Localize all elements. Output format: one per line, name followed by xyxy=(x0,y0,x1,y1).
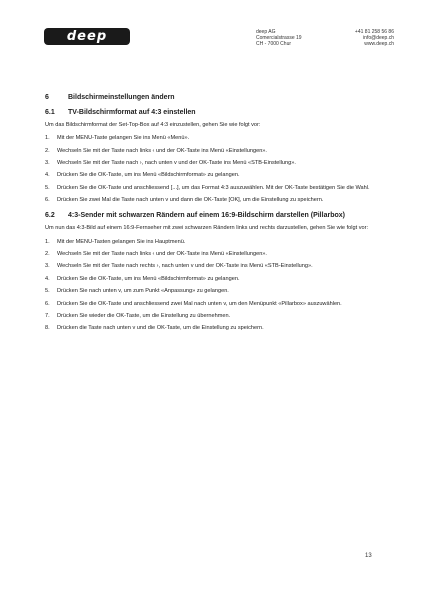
step-text: Drücken Sie die OK-Taste und anschliessend zwei Mal nach unten v, um den Menüpunkt «Pillarbox» auszuwählen. xyxy=(57,300,342,307)
subsection-number: 6.1 xyxy=(45,109,55,116)
step-text: Drücken Sie nach unten v, um zum Punkt «Anpassung» zu gelangen. xyxy=(57,288,229,295)
step-text: Drücken Sie zwei Mal die Taste nach unten v und dann die OK-Taste [OK], um die Einstellung zu speichern. xyxy=(57,197,324,204)
subsection-title: TV-Bildschirmformat auf 4:3 einstellen xyxy=(68,109,196,116)
step-text: Drücken Sie die OK-Taste und anschliessend [...], um das Format 4:3 auszuwählen. Mit der OK-Taste bestätigen Sie die Wahl. xyxy=(57,184,370,191)
company-address xyxy=(256,29,302,47)
step-text: Drücken Sie die OK-Taste, um ins Menü «Bildschirmformat» zu gelangen. xyxy=(57,172,240,179)
logo-text: deep xyxy=(66,29,108,44)
email-address: info@deep.ch xyxy=(363,35,394,41)
list-item: 1. Mit der MENU-Tasten gelangen Sie ins Hauptmenü. xyxy=(45,239,381,246)
section-number: 6 xyxy=(45,94,49,101)
address-line: deep AG xyxy=(256,29,276,35)
company-contact xyxy=(334,29,394,47)
step-text: Drücken die Taste nach unten v und die OK-Taste, um die Einstellung zu speichern. xyxy=(57,325,264,332)
list-item: 4. Drücken Sie die OK-Taste, um ins Menü «Bildschirmformat» zu gelangen. xyxy=(45,276,381,283)
list-item: 6. Drücken Sie zwei Mal die Taste nach unten v und dann die OK-Taste [OK], um die Einstellung zu speichern. xyxy=(45,197,381,204)
address-line: CH - 7000 Chur xyxy=(256,41,292,47)
list-item: 3. Wechseln Sie mit der Taste nach rechts ›, nach unten v und der OK-Taste ins Menü «STB-Einstellung». xyxy=(45,263,381,270)
document-body xyxy=(45,94,381,338)
list-item: 5. Drücken Sie nach unten v, um zum Punkt «Anpassung» zu gelangen. xyxy=(45,288,381,295)
intro-paragraph: Um nun das 4:3-Bild auf einem 16:9-Fernseher mit zwei schwarzen Rändern links und rechts darzustellen, gehen Sie wie folgt vor: xyxy=(45,225,369,232)
phone-number: +41 81 258 56 86 xyxy=(354,29,394,35)
step-text: Wechseln Sie mit der Taste nach rechts ›, nach unten v und der OK-Taste ins Menü «STB-Einstellung». xyxy=(57,263,313,270)
step-text: Wechseln Sie mit der Taste nach links ‹ und der OK-Taste ins Menü «Einstellungen». xyxy=(57,147,267,154)
step-text: Drücken Sie wieder die OK-Taste, um die Einstellung zu übernehmen. xyxy=(57,312,231,319)
step-text: Mit der MENU-Tasten gelangen Sie ins Hauptmenü. xyxy=(57,238,186,245)
step-text: Mit der MENU-Taste gelangen Sie ins Menü «Menü». xyxy=(57,135,190,142)
list-item: 8. Drücken die Taste nach unten v und die OK-Taste, um die Einstellung zu speichern. xyxy=(45,325,381,332)
list-item: 3. Wechseln Sie mit der Taste nach ›, nach unten v und der OK-Taste ins Menü «STB-Einstellung». xyxy=(45,160,381,167)
subsection-heading xyxy=(45,109,381,116)
subsection-heading xyxy=(45,212,381,219)
step-text: Wechseln Sie mit der Taste nach ›, nach unten v und der OK-Taste ins Menü «STB-Einstellung». xyxy=(57,159,296,166)
subsection-title: 4:3-Sender mit schwarzen Rändern auf einem 16:9-Bildschirm darstellen (Pillarbox) xyxy=(68,212,345,220)
list-item: 5. Drücken Sie die OK-Taste und anschliessend [...], um das Format 4:3 auszuwählen. Mit der OK-Taste bestätigen Sie die Wahl. xyxy=(45,185,381,192)
list-item: 1. Mit der MENU-Taste gelangen Sie ins Menü «Menü». xyxy=(45,135,381,142)
step-text: Drücken Sie die OK-Taste, um ins Menü «Bildschirmformat» zu gelangen. xyxy=(57,275,240,282)
step-list xyxy=(45,135,381,204)
list-item: 6. Drücken Sie die OK-Taste und anschliessend zwei Mal nach unten v, um den Menüpunkt «Pillarbox» auszuwählen. xyxy=(45,301,381,308)
subsection-number: 6.2 xyxy=(45,212,55,220)
list-item: 7. Drücken Sie wieder die OK-Taste, um die Einstellung zu übernehmen. xyxy=(45,313,381,320)
step-list xyxy=(45,239,381,333)
address-line: Comercialstrasse 19 xyxy=(256,35,302,41)
list-item: 2. Wechseln Sie mit der Taste nach links ‹ und der OK-Taste ins Menü «Einstellungen». xyxy=(45,251,381,258)
list-item: 2. Wechseln Sie mit der Taste nach links ‹ und der OK-Taste ins Menü «Einstellungen». xyxy=(45,148,381,155)
page-number: 13 xyxy=(365,553,372,559)
list-item: 4. Drücken Sie die OK-Taste, um ins Menü «Bildschirmformat» zu gelangen. xyxy=(45,172,381,179)
section-heading xyxy=(45,94,381,101)
intro-paragraph: Um das Bildschirmformat der Set-Top-Box auf 4:3 einzustellen, gehen Sie wie folgt vor: xyxy=(45,122,261,128)
website-url: www.deep.ch xyxy=(364,41,394,47)
deep-logo xyxy=(44,28,130,45)
section-title: Bildschirmeinstellungen ändern xyxy=(68,94,175,101)
step-text: Wechseln Sie mit der Taste nach links ‹ und der OK-Taste ins Menü «Einstellungen». xyxy=(57,250,267,257)
